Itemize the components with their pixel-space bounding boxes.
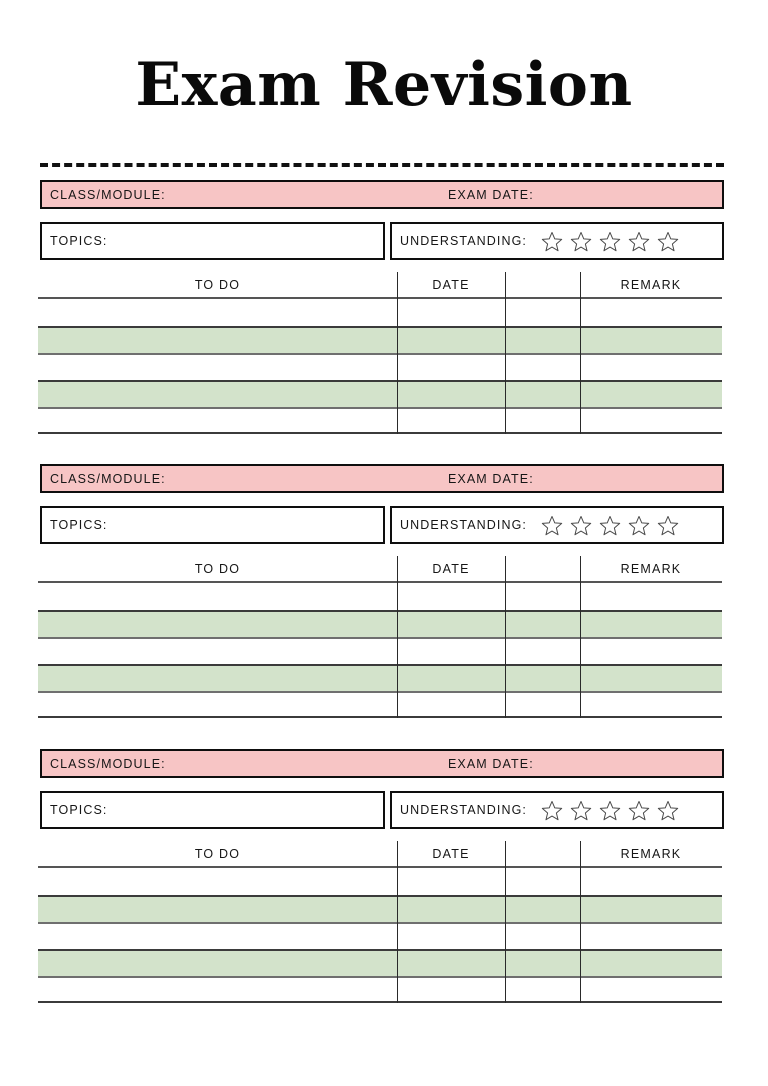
table-row[interactable] <box>38 895 722 922</box>
topics-label: TOPICS: <box>50 234 108 248</box>
table-row[interactable] <box>38 407 722 434</box>
star-outline-icon[interactable] <box>657 231 679 252</box>
table-bottom-rule <box>38 432 722 434</box>
star-outline-icon[interactable] <box>628 231 650 252</box>
todo-table <box>38 841 722 1006</box>
star-outline-icon[interactable] <box>570 231 592 252</box>
column-header-todo: TO DO <box>194 846 241 861</box>
table-row[interactable] <box>38 610 722 637</box>
table-row[interactable] <box>38 637 722 664</box>
star-outline-icon[interactable] <box>599 231 621 252</box>
column-header-date: DATE <box>432 846 470 861</box>
topics-field[interactable] <box>40 791 385 829</box>
table-row[interactable] <box>38 380 722 407</box>
todo-table-header <box>38 841 722 866</box>
page-title: Exam Revision <box>135 50 633 120</box>
understanding-field[interactable] <box>390 222 724 260</box>
exam-date-label: EXAM DATE: <box>448 756 534 771</box>
topics-label: TOPICS: <box>50 803 108 817</box>
understanding-field[interactable] <box>390 791 724 829</box>
star-outline-icon[interactable] <box>628 515 650 536</box>
column-divider <box>580 556 581 718</box>
star-outline-icon[interactable] <box>570 515 592 536</box>
star-outline-icon[interactable] <box>599 800 621 821</box>
table-row[interactable] <box>38 353 722 380</box>
star-outline-icon[interactable] <box>657 800 679 821</box>
understanding-label: UNDERSTANDING: <box>400 518 527 532</box>
todo-table-header <box>38 272 722 297</box>
table-row[interactable] <box>38 664 722 691</box>
table-row[interactable] <box>38 949 722 976</box>
column-header-remark: REMARK <box>620 561 682 576</box>
class-module-header-bar[interactable] <box>40 749 724 778</box>
column-header-remark: REMARK <box>620 846 682 861</box>
star-outline-icon[interactable] <box>570 800 592 821</box>
todo-table-body <box>38 583 722 718</box>
understanding-label: UNDERSTANDING: <box>400 803 527 817</box>
todo-table-body <box>38 299 722 434</box>
topics-label: TOPICS: <box>50 518 108 532</box>
exam-date-label: EXAM DATE: <box>448 471 534 486</box>
class-module-label: CLASS/MODULE: <box>50 187 166 202</box>
class-module-header-bar[interactable] <box>40 464 724 493</box>
topics-field[interactable] <box>40 506 385 544</box>
column-divider <box>505 556 506 718</box>
table-row[interactable] <box>38 326 722 353</box>
table-row[interactable] <box>38 583 722 610</box>
star-outline-icon[interactable] <box>657 515 679 536</box>
column-divider <box>397 841 398 1003</box>
star-outline-icon[interactable] <box>599 515 621 536</box>
table-row[interactable] <box>38 868 722 895</box>
column-header-remark: REMARK <box>620 277 682 292</box>
star-outline-icon[interactable] <box>541 800 563 821</box>
class-module-label: CLASS/MODULE: <box>50 471 166 486</box>
table-row[interactable] <box>38 691 722 718</box>
dashed-divider <box>40 163 724 167</box>
understanding-label: UNDERSTANDING: <box>400 234 527 248</box>
column-divider <box>397 556 398 718</box>
table-bottom-rule <box>38 1001 722 1003</box>
star-outline-icon[interactable] <box>541 515 563 536</box>
table-row[interactable] <box>38 299 722 326</box>
understanding-field[interactable] <box>390 506 724 544</box>
column-divider <box>580 841 581 1003</box>
todo-table-header <box>38 556 722 581</box>
table-row[interactable] <box>38 922 722 949</box>
column-divider <box>397 272 398 434</box>
column-header-date: DATE <box>432 277 470 292</box>
exam-date-label: EXAM DATE: <box>448 187 534 202</box>
todo-table-body <box>38 868 722 1003</box>
star-outline-icon[interactable] <box>628 800 650 821</box>
column-divider <box>580 272 581 434</box>
table-bottom-rule <box>38 716 722 718</box>
understanding-star-rating[interactable] <box>541 231 679 252</box>
column-divider <box>505 841 506 1003</box>
class-module-header-bar[interactable] <box>40 180 724 209</box>
understanding-star-rating[interactable] <box>541 515 679 536</box>
column-header-todo: TO DO <box>194 277 241 292</box>
todo-table <box>38 556 722 721</box>
todo-table <box>38 272 722 437</box>
column-divider <box>505 272 506 434</box>
star-outline-icon[interactable] <box>541 231 563 252</box>
column-header-date: DATE <box>432 561 470 576</box>
topics-field[interactable] <box>40 222 385 260</box>
table-row[interactable] <box>38 976 722 1003</box>
understanding-star-rating[interactable] <box>541 800 679 821</box>
column-header-todo: TO DO <box>194 561 241 576</box>
class-module-label: CLASS/MODULE: <box>50 756 166 771</box>
